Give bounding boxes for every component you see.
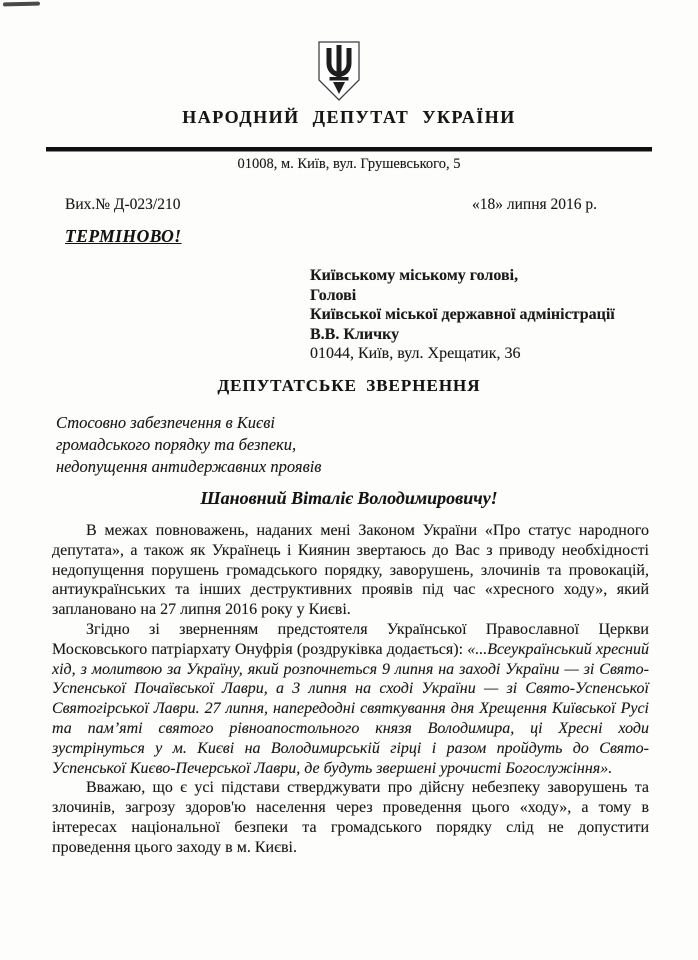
letter-body — [52, 521, 649, 858]
addressee-line-5: 01044, Київ, вул. Хрещатик, 36 — [310, 345, 521, 362]
body-paragraph-1: В межах повноважень, наданих мені Законом України «Про статус народного депутата», а також як Українець і Киянин звертаюсь до Вас з приводу необхідності недопущення порушень громадського порядку, заворушень, злочинів та провокацій, антиукраїнських та інших деструктивних проявів під час «хресного ходу», який заплановано на 27 липня 2016 року у Києві. — [52, 522, 649, 619]
body-paragraph-2 — [52, 620, 649, 778]
addressee-line-3: Київської міської державної адміністрації — [310, 306, 615, 323]
letterhead-divider — [46, 147, 652, 152]
addressee-line-4: В.В. Кличку — [310, 325, 400, 343]
body-paragraph-3: Вважаю, що є усі підстави стверджувати про дійсну небезпеку заворушень та злочинів, загрозу здоров'ю населення через проведення цього «ходу», а тому в інтересах національної безпеки та громадського порядку слід не допустити проведення цього заходу в м. Києві. — [52, 779, 649, 856]
ukraine-trident-emblem-icon — [315, 40, 363, 102]
addressee-block — [310, 266, 615, 364]
document-title: ДЕПУТАТСЬКЕ ЗВЕРНЕННЯ — [217, 376, 481, 395]
subject-line-2: громадського порядку та безпеки, — [56, 435, 297, 454]
addressee-line-2: Голові — [310, 286, 357, 304]
greeting-line: Шановний Віталіє Володимировичу! — [200, 488, 498, 508]
paragraph-2-intro: Згідно зі зверненням предстоятеля Української Православної Церкви Московського патріархату Онуфрія (роздруківка додається): — [52, 620, 649, 658]
outgoing-number: Вих.№ Д-023/210 — [65, 196, 181, 213]
document-date: «18» липня 2016 р. — [472, 196, 597, 213]
subject-block — [56, 412, 321, 478]
scan-artifact-mark — [3, 2, 40, 7]
paragraph-2-quote: «...Всеукраїнський хресний хід, з молитвою за Україну, який розпочнеться 9 липня на заході України — зі Свято-Успенської Почаївської Лаври, а 3 липня на сході України — зі Свято-Успенської Святогірської Лаври. 27 липня, напередодні святкування дня Хрещення Київської Русі та пам’яті святого рівноапостольного князя Володимира, ці Хресні ходи зустрінуться у м. Києві на Володимирській гірці і разом пройдуть до Свято-Успенської Києво-Печерської Лаври, де будуть звершені урочисті Богослужіння». — [52, 640, 649, 777]
urgency-label: ТЕРМІНОВО! — [65, 226, 182, 246]
subject-line-3: недопущення антидержавних проявів — [56, 457, 322, 476]
letterhead-title: НАРОДНИЙ ДЕПУТАТ УКРАЇНИ — [182, 107, 516, 127]
subject-line-1: Стосовно забезпечення в Києві — [56, 413, 275, 432]
addressee-line-1: Київському міському голові, — [310, 267, 519, 284]
letterhead-address: 01008, м. Київ, вул. Грушевського, 5 — [237, 156, 461, 172]
